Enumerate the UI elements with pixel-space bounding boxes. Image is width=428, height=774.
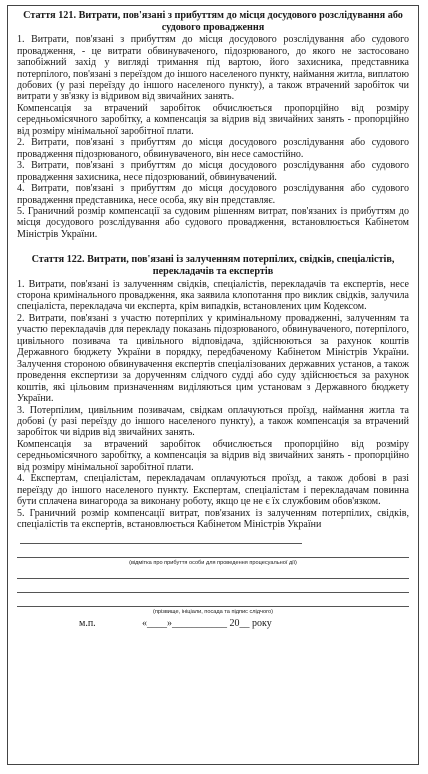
paragraph: 1. Витрати, пов'язані із залученням свідків, спеціалістів, перекладачів та експертів, несе сторона кримінального провадження, яка заявила клопотання про виклик свідків, залучила спеціаліста, перекладача чи експерта, крім випадків, встановлених цим Кодексом.: [17, 278, 409, 313]
article-121: [17, 10, 409, 240]
article-title: Стаття 121. Витрати, пов'язані з прибуттям до місця досудового розслідування або судового провадження: [23, 10, 403, 33]
paragraph: 4. Витрати, пов'язані з прибуттям до місця досудового розслідування або судового провадження представника, несе особа, яку він представляє.: [17, 183, 409, 206]
paragraph: 1. Витрати, пов'язані з прибуттям до місця досудового розслідування або судового провадження, - це витрати обвинуваченого, підозрюваного, до якого не застосовано запобіжний захід у вигляді тримання під вартою, його захисника, представника потерпілого, пов'язані з переїздом до іншого населеного пункту, наймання житла, виплатою добових (у разі переїзду до іншого населеного пункту), а також втрачений заробіток чи витрати у зв'язку із відривом від звичайних занять.: [17, 34, 409, 103]
signature-block: [17, 543, 409, 632]
paragraph: 2. Витрати, пов'язані з участю потерпілих у кримінальному провадженні, залученням та участю перекладачів для перекладу показань підозрюваного, обвинуваченого, потерпілого, цивільного позивача та цивільного відповідача, здійснюються за рахунок коштів Державного бюджету України в порядку, передбаченому Кабінетом Міністрів України. Залучення стороною обвинувачення експертів спеціалізованих державних установ, а також проведення експертизи за дорученням слідчого судді або суду здійснюється за рахунок коштів, які цільовим призначенням виділяються цим установам з Державного бюджету України.: [17, 312, 409, 405]
fill-line: [17, 557, 409, 558]
document-page: [7, 5, 419, 765]
officer-caption: (прізвище, ініціали, посада та підпис слідчого): [153, 608, 273, 615]
note-caption: (відмітка про прибуття особи для проведення процесуальної дії): [129, 559, 297, 566]
paragraph: 5. Граничний розмір компенсації за судовим рішенням витрат, пов'язаних із прибуттям до місця досудового розслідування або судового провадження, встановлюється Кабінетом Міністрів України.: [17, 205, 409, 240]
paragraph: 3. Потерпілим, цивільним позивачам, свідкам оплачуються проїзд, наймання житла та добові (у разі переїзду до іншого населеного пункту), а також компенсація за втрачений заробіток чи відрив від звичайних занять.: [17, 404, 409, 439]
paragraph: Компенсація за втрачений заробіток обчислюється пропорційно від розміру середньомісячного заробітку, а компенсація за відрив від звичайних занять - пропорційно від розміру мінімальної заробітної плати.: [17, 102, 409, 137]
fill-line: [17, 578, 409, 579]
date-row: [17, 618, 409, 632]
article-title: Стаття 122. Витрати, пов'язані із залученням потерпілих, свідків, спеціалістів, перекладачів та експертів: [31, 254, 395, 277]
date-line: «____»___________ 20__ року: [142, 617, 272, 629]
paragraph: 2. Витрати, пов'язані з прибуттям до місця досудового розслідування або судового провадження підозрюваного, обвинуваченого, він несе самостійно.: [17, 137, 409, 160]
paragraph: 5. Граничний розмір компенсації витрат, пов'язаних із залученням потерпілих, свідків, спеціалістів та експертів, встановлюється Кабінетом Міністрів України: [17, 507, 409, 531]
paragraph: Компенсація за втрачений заробіток обчислюється пропорційно від розміру середньомісячного заробітку, а компенсація за відрив від звичайних занять - пропорційно від розміру мінімальної заробітної плати.: [17, 438, 409, 473]
fill-line: [17, 606, 409, 607]
paragraph: 3. Витрати, пов'язані з прибуттям до місця досудового розслідування або судового провадження захисника, несе підозрюваний, обвинувачений.: [17, 160, 409, 183]
seal-mark: м.п.: [79, 617, 96, 629]
paragraph: 4. Експертам, спеціалістам, перекладачам оплачуються проїзд, а також добові в разі переїзду до іншого населеного пункту. Експертам, спеціалістам і перекладачам повинна бути сплачена винагорода за виконану роботу, якщо це не є їх службовим обов'язком.: [17, 473, 409, 508]
fill-line: [20, 543, 302, 544]
article-122: [17, 254, 409, 530]
section-gap: [17, 240, 409, 254]
fill-line: [17, 592, 409, 593]
